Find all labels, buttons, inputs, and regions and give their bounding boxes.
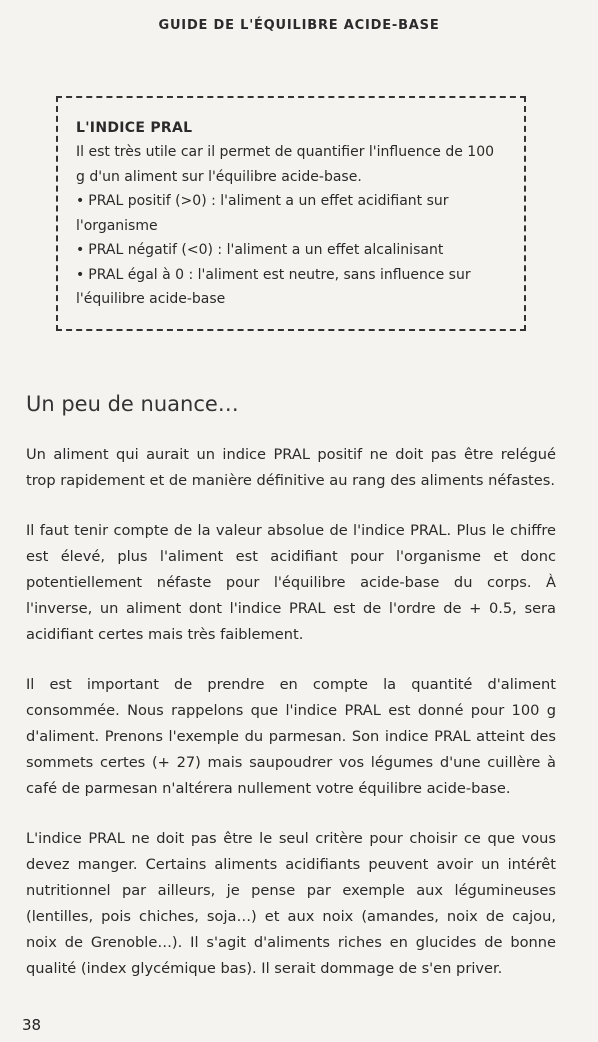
- pral-item-negative: • PRAL négatif (<0) : l'aliment a un effet alcalinisant: [76, 238, 506, 263]
- running-header: GUIDE DE L'ÉQUILIBRE ACIDE-BASE: [158, 18, 440, 33]
- paragraph: Il est important de prendre en compte la quantité d'aliment consommée. Nous rappelons que l'indice PRAL est donné pour 100 g d'aliment. Prenons l'exemple du parmesan. Son indice PRAL atteint des sommets certes (+ 27) mais saupoudrer vos légumes d'une cuillère à café de parmesan n'altérera nullement votre équilibre acide-base.: [26, 676, 556, 797]
- pral-box-intro: Il est très utile car il permet de quantifier l'influence de 100 g d'un aliment sur l'équilibre acide-base.: [76, 144, 495, 185]
- pral-box-title: L'INDICE PRAL: [76, 120, 193, 136]
- pral-item-positive: • PRAL positif (>0) : l'aliment a un effet acidifiant sur l'organisme: [76, 189, 506, 238]
- section-heading: Un peu de nuance…: [26, 392, 239, 416]
- pral-item-zero: • PRAL égal à 0 : l'aliment est neutre, sans influence sur l'équilibre acide-base: [76, 263, 506, 312]
- paragraph: Il faut tenir compte de la valeur absolue de l'indice PRAL. Plus le chiffre est élevé, plus l'aliment est acidifiant pour l'organisme et donc potentiellement néfaste pour l'équilibre acide-base du corps. À l'inverse, un aliment dont l'indice PRAL est de l'ordre de + 0.5, sera acidifiant certes mais très faiblement.: [26, 522, 556, 643]
- article-body: [26, 442, 556, 1006]
- paragraph: Un aliment qui aurait un indice PRAL positif ne doit pas être relégué trop rapidement et de manière définitive au rang des aliments néfastes.: [26, 446, 556, 489]
- paragraph: L'indice PRAL ne doit pas être le seul critère pour choisir ce que vous devez manger. Certains aliments acidifiants peuvent avoir un intérêt nutritionnel par ailleurs, je pense par exemple aux légumineuses (lentilles, pois chiches, soja…) et aux noix (amandes, noix de cajou, noix de Grenoble…). Il s'agit d'aliments riches en glucides de bonne qualité (index glycémique bas). Il serait dommage de s'en priver.: [26, 830, 556, 977]
- pral-info-box: [56, 96, 526, 331]
- pral-box-list: [76, 189, 506, 312]
- page-number: 38: [22, 1016, 42, 1034]
